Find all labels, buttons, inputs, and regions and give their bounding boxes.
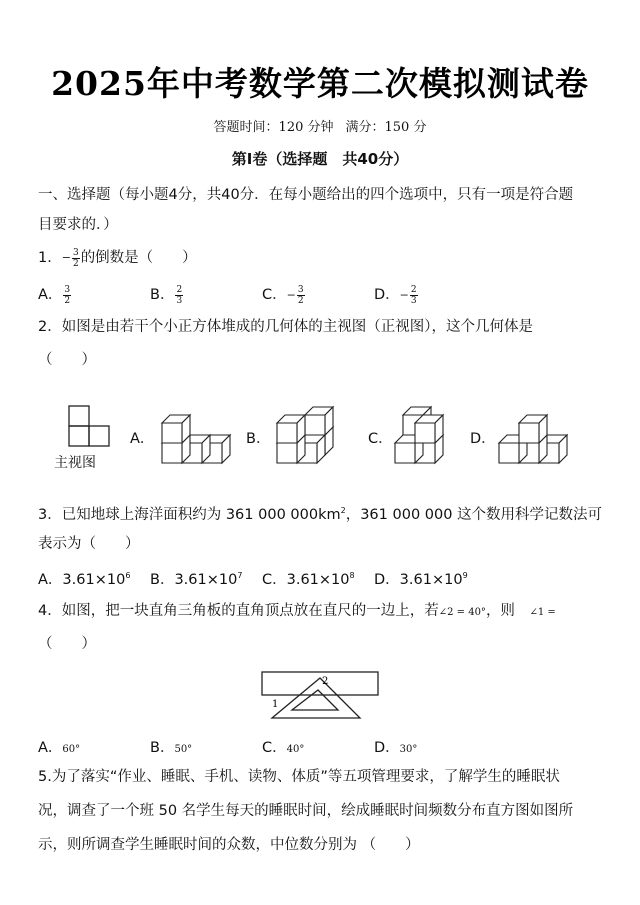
q2-option-c[interactable]: C． — [368, 431, 393, 447]
q3-option-c[interactable]: C．$3.61\times 10^8$ — [262, 571, 355, 588]
q4-option-a[interactable]: A．60° — [38, 740, 81, 756]
instructions-line1: 一、选择题（每小题4分，共40分．在每小题给出的四个选项中，只有一项是符合题 — [38, 187, 574, 203]
cube — [305, 407, 333, 435]
question-5-line2: 况，调查了一个班 50 名学生每天的睡眠时间，绘成睡眠时间频数分布直方图如图所 — [38, 803, 574, 819]
q2-figure-a — [160, 405, 250, 467]
question-2-line2: （ ） — [38, 352, 96, 368]
exam-title: 2025年中考数学第二次模拟测试卷 — [51, 64, 589, 103]
q1-option-d[interactable]: D．− $\frac{2}{3}$ — [374, 284, 417, 306]
section-title: 第Ⅰ卷（选择题 共40分） — [231, 150, 409, 168]
q4-option-d[interactable]: D．30° — [374, 740, 418, 756]
cube — [162, 415, 190, 443]
question-5-line3: 示，则所调查学生睡眠时间的众数，中位数分别为 （ ） — [38, 837, 420, 853]
cube — [519, 415, 547, 443]
question-3-line2: 表示为（ ） — [38, 536, 140, 552]
q2-option-a[interactable]: A． — [130, 431, 155, 447]
fig-label-2: 2 — [322, 676, 329, 687]
instructions-line2: 目要求的．） — [38, 217, 118, 233]
time-label: 答题时间：120 分钟 — [213, 120, 334, 135]
exam-info — [0, 116, 640, 135]
angle-2-expression: ∠2 = 40° — [438, 607, 486, 618]
q1-option-a[interactable]: A． $\frac{3}{2}$ — [38, 284, 71, 306]
question-3-line1: 3．已知地球上海洋面积约为 361 000 $000km^2$，361 000 000 这个数用科学记数法可 — [38, 506, 603, 523]
q2-option-b[interactable]: B． — [246, 431, 271, 447]
q2-figure-d — [497, 405, 587, 467]
front-view-figure — [68, 405, 114, 451]
triangle-outer — [272, 678, 360, 718]
angle-1-expression: ∠1 = — [529, 607, 556, 618]
q3-option-d[interactable]: D．$3.61\times 10^9$ — [374, 571, 468, 588]
ruler-triangle-figure — [258, 664, 383, 724]
score-label: 满分：150 分 — [345, 120, 427, 135]
q1-number: 1． — [38, 250, 62, 266]
q3-option-b[interactable]: B．$3.61\times 10^7$ — [150, 571, 243, 588]
q2-option-d[interactable]: D． — [470, 431, 496, 447]
question-4-line1: 4．如图，把一块直角三角板的直角顶点放在直尺的一边上，若∠2 = 40°，则 ∠1 = — [38, 603, 556, 619]
q3-option-a[interactable]: A．$3.61\times 10^6$ — [38, 571, 131, 588]
q1-fraction: $\frac{3}{2}$ — [72, 247, 79, 269]
q4-option-c[interactable]: C．40° — [262, 740, 305, 756]
question-4-line2: （ ） — [38, 636, 96, 652]
front-view-label: 主视图 — [54, 455, 96, 471]
fig-label-1: 1 — [272, 699, 279, 710]
cube — [415, 415, 443, 443]
triangle-inner — [292, 690, 338, 710]
q1-option-b[interactable]: B． $\frac{2}{3}$ — [150, 284, 183, 306]
question-2-line1: 2．如图是由若干个小正方体堆成的几何体的主视图（正视图），这个几何体是 — [38, 319, 533, 335]
q4-option-b[interactable]: B．50° — [150, 740, 193, 756]
question-1-stem: 1．− $\frac{3}{2}$ 的倒数是（ ） — [38, 247, 197, 269]
q2-figure-c — [393, 405, 483, 467]
q2-figure-b — [275, 405, 365, 467]
question-5-line1: 5.为了落实“作业、睡眠、手机、读物、体质”等五项管理要求，了解学生的睡眠状 — [38, 769, 560, 785]
cube — [277, 415, 305, 443]
q1-suffix: 的倒数是（ ） — [80, 250, 197, 266]
q1-option-c[interactable]: C．− $\frac{3}{2}$ — [262, 284, 304, 306]
